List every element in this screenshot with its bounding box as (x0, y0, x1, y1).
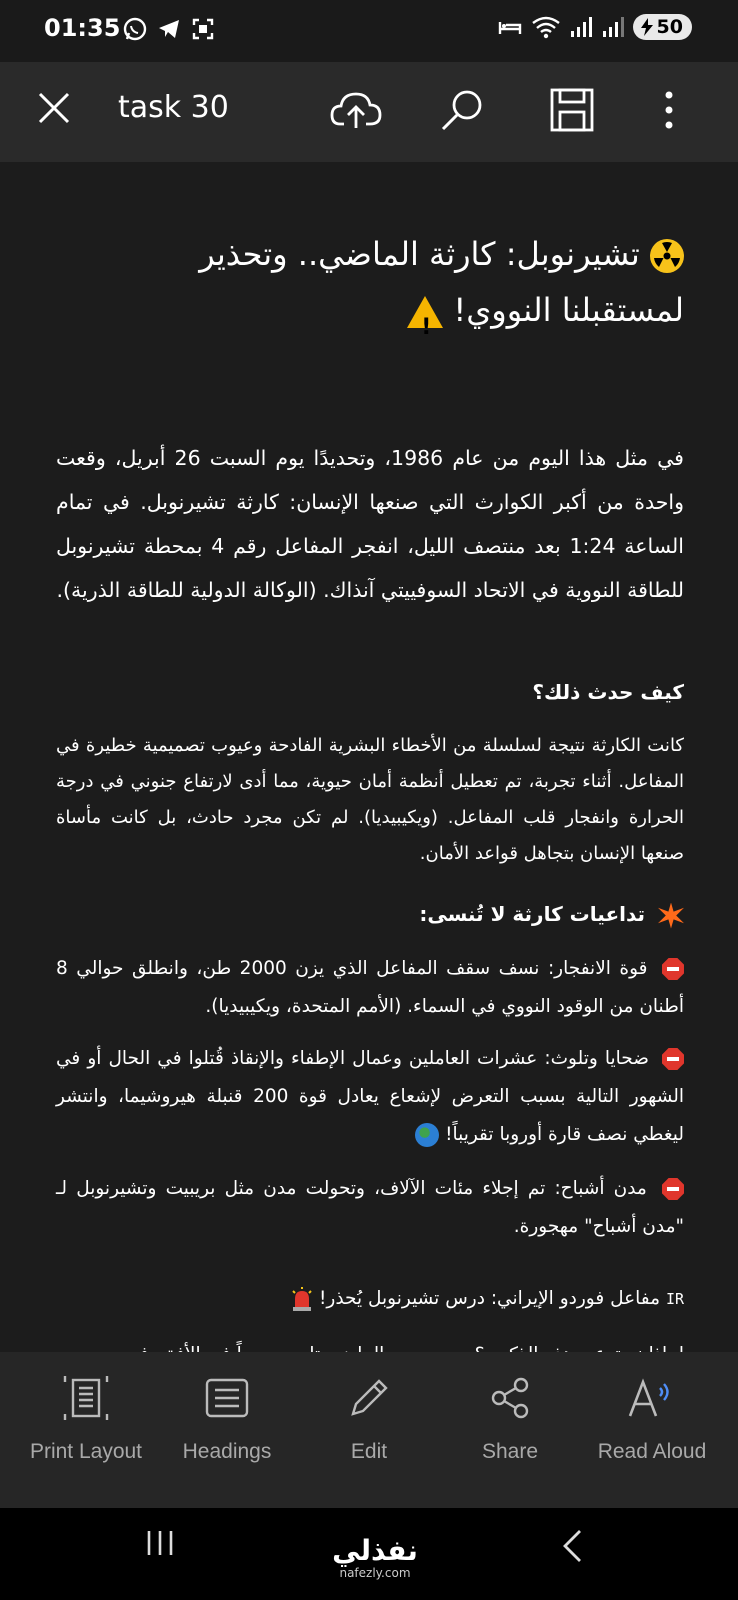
read-aloud-button[interactable] (582, 1370, 722, 1464)
whatsapp-icon (122, 16, 148, 42)
bullet-explosion-text: قوة الانفجار: نسف سقف المفاعل الذي يزن 2000 طن، وانطلق حوالي 8 أطنان من الوقود النووي في السماء. (الأمم المتحدة، ويكيبيديا). (56, 958, 684, 1017)
back-icon[interactable] (560, 1528, 584, 1564)
pencil-icon (347, 1376, 391, 1420)
battery-icon (633, 14, 692, 40)
status-time: 01:35 (44, 14, 121, 42)
status-bar (0, 0, 738, 62)
edit-button[interactable] (299, 1370, 439, 1464)
close-icon[interactable] (34, 88, 74, 128)
iran-line (56, 1280, 684, 1318)
signal-icon (601, 15, 625, 39)
bullet-victims (56, 1040, 684, 1154)
alarm-icon (497, 16, 523, 38)
globe-icon (415, 1123, 439, 1147)
headings-label: Headings (182, 1440, 272, 1463)
document-view[interactable] (0, 162, 738, 1352)
stop-sign-icon (662, 1048, 684, 1070)
wifi-icon (531, 15, 561, 39)
article-title-line2: لمستقبلنا النووي! (453, 291, 684, 329)
headings-icon (205, 1378, 249, 1418)
bottom-toolbar (0, 1352, 738, 1508)
stop-sign-icon (662, 1178, 684, 1200)
print-layout-label: Print Layout (29, 1440, 143, 1463)
intro-paragraph: في مثل هذا اليوم من عام 1986، وتحديدًا يوم السبت 26 أبريل، وقعت واحدة من أكبر الكوارث التي صنعها الإنسان: كارثة تشيرنوبل. في تمام الساعة 1:24 بعد منتصف الليل، انفجر المفاعل رقم 4 بمحطة تشيرنوبل للطاقة النووية في الاتحاد السوفييتي آنذاك. (الوكالة الدولية للطاقة الذرية). (56, 446, 684, 602)
system-icons (497, 14, 692, 40)
watermark-domain: nafezly.com (339, 1566, 411, 1580)
share-label: Share (481, 1440, 539, 1463)
watermark-text: نفذلي (332, 1534, 418, 1567)
more-icon[interactable] (654, 84, 684, 136)
heading-how: كيف حدث ذلك؟ (532, 680, 684, 704)
radioactive-icon (650, 239, 684, 273)
notification-icons (122, 16, 216, 42)
stop-sign-icon (662, 958, 684, 980)
read-aloud-icon (626, 1376, 678, 1420)
telegram-icon (156, 16, 182, 42)
battery-level: 50 (656, 16, 683, 38)
iran-line-text: مفاعل فوردو الإيراني: درس تشيرنوبل يُحذر! (318, 1288, 661, 1309)
search-icon[interactable] (436, 84, 488, 136)
bullet-ghost-towns (56, 1170, 684, 1246)
recent-apps-icon[interactable] (144, 1528, 176, 1558)
document-title: task 30 (118, 90, 229, 125)
bullet-ghost-towns-text: مدن أشباح: تم إجلاء مئات الآلاف، وتحولت مدن مثل بريبيت وتشيرنوبل لـ "مدن أشباح" مهجورة. (56, 1178, 684, 1237)
print-layout-icon (63, 1374, 109, 1422)
bullet-victims-text: ضحايا وتلوث: عشرات العاملين وعمال الإطفاء والإنقاذ قُتلوا في الحال أو في الشهور التالية بسبب التعرض لإشعاع يعادل قوة 200 قنبلة هيروشيما، وانتشر ليغطي نصف قارة أوروبا تقريباً! (56, 1048, 684, 1145)
article-title-line1: تشيرنوبل: كارثة الماضي.. وتحذير (199, 235, 640, 273)
share-button[interactable] (440, 1370, 580, 1464)
how-paragraph: كانت الكارثة نتيجة لسلسلة من الأخطاء البشرية الفادحة وعيوب تصميمية خطيرة في المفاعل. أثناء تجربة، تم تعطيل أنظمة أمان حيوية، مما أدى لارتفاع جنوني في درجة الحرارة وانفجار قلب المفاعل. (ويكيبيديا). لم تكن مجرد حادث، بل كانت مأساة صنعها الإنسان بتجاهل قواعد الأمان. (56, 735, 684, 864)
warning-icon (407, 296, 443, 328)
headings-button[interactable] (157, 1370, 297, 1464)
read-aloud-label: Read Aloud (597, 1440, 707, 1463)
bullet-explosion (56, 950, 684, 1026)
cloud-upload-icon[interactable] (330, 84, 382, 136)
screenshot-icon (190, 16, 216, 42)
app-bar (0, 62, 738, 162)
edit-label: Edit (350, 1440, 388, 1463)
save-icon[interactable] (546, 84, 598, 136)
article-title (56, 226, 684, 338)
collision-icon (658, 903, 684, 929)
siren-icon (291, 1287, 313, 1311)
heading-consequences-text: تداعيات كارثة لا تُنسى: (419, 902, 646, 926)
heading-consequences (56, 894, 684, 934)
iran-flag-icon: IR (665, 1290, 684, 1308)
print-layout-button[interactable] (16, 1370, 156, 1464)
watermark-logo (320, 1536, 430, 1580)
signal-icon (569, 15, 593, 39)
share-icon (488, 1376, 532, 1420)
